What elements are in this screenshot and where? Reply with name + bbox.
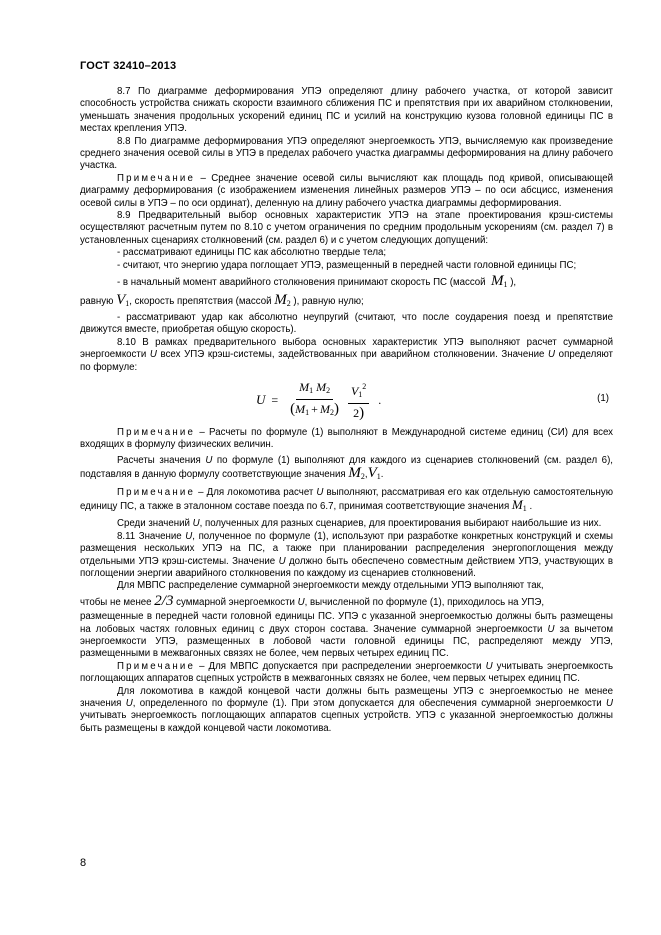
document-body	[80, 86, 613, 735]
paragraph-calc: Расчеты значения U по формуле (1) выполняют для каждого из сценариев столкновений (см. раздел 6), подставляя в данную формулу соответствующие значения $M_2,V_1$.	[80, 454, 613, 482]
document-header: ГОСТ 32410–2013	[80, 60, 177, 72]
note-text: – Среднее значение осевой силы вычисляют как площадь под кривой, описывающей диаграмму деформирования (с изображением изменения линейных размеров УПЭ – по оси абсцисс, изменения осевой силы в УПЭ – по оси ординат), деленную на длину рабочего участка диаграммы деформирования.	[80, 172, 613, 209]
note-4: Примечание – Для МВПС допускается при распределении энергоемкости U учитывать энергоемкость поглощающих аппаратов сцепных устройств в межвагонных связях не более, чем первых четырех единиц ПС.	[80, 660, 613, 685]
paragraph-mvps-1: Для МВПС распределение суммарной энергоемкости между отдельными УПЭ выполняют так,	[117, 580, 544, 592]
symbol-m2: $M_2$	[274, 291, 291, 308]
assumption-item-3-cont: равную $V_1$, скорость препятствия (массой $M_2$ ), равную нулю;	[80, 291, 364, 308]
paragraph-8-10: 8.10 В рамках предварительного выбора основных характеристик УПЭ выполняют расчет суммарной энергоемкости U всех УПЭ крэш-системы, задействованных при аварийном столкновении. Значение U определяют по формуле:	[80, 336, 613, 373]
paragraph-8-7: 8.7 По диаграмме деформирования УПЭ определяют длину рабочего участка, от которой зависит способность устройства снижать скорости взаимного сближения ПС и препятствия при их аварийном столкновении, уменьшать значения продольных ускорений единиц ПС и усилий на конструкцию кузова головной единицы ПС в местах крепления УПЭ.	[80, 86, 613, 135]
note-1	[80, 173, 613, 210]
symbol-m1: $M_1$	[490, 273, 508, 290]
paragraph-8-9: 8.9 Предварительный выбор основных характеристик УПЭ на этапе проектирования крэш-системы осуществляют расчетным путем по 8.10 с учетом ограничения по средним продольным ускорениям (см. раздел 7) в установленных сценариях столкновений (см. раздел 6) и с учетом следующих допущений:	[80, 210, 613, 246]
assumption-item-3: - в начальный момент аварийного столкновения принимают скорость ПС (массой $M_1$ ),	[117, 273, 517, 290]
formula-number: (1)	[597, 392, 609, 404]
formula-velocity-fraction: $\frac{V_1^2}{2)}$	[348, 380, 369, 420]
paragraph-locomotive: Для локомотива в каждой концевой части должны быть размещены УПЭ с энергоемкостью не менее значения U, определенного по формуле (1). При этом допускается для обеспечения суммарной энергоемкости U учитывать энергоемкость поглощающих аппаратов сцепных устройств. УПЭ с указанной энергоемкостью должны быть размещены в каждой концевой части локомотива.	[80, 685, 613, 734]
note-2: Примечание – Расчеты по формуле (1) выполняют в Международной системе единиц (СИ) для всех входящих в формулу физических величин.	[80, 426, 613, 451]
assumption-item-2: - считают, что энергию удара поглощает УПЭ, размещенный в передней части головной единицы ПС;	[117, 259, 577, 271]
fraction-two-thirds: 2/3	[154, 592, 174, 609]
note-label: Примечание	[117, 172, 196, 184]
paragraph-8-11: 8.11 Значение U, полученное по формуле (1), используют при разработке конкретных конструкций и схемы размещения нескольких УПЭ на ПС, а также при планировании распределения энергопоглощения между отдельными УПЭ крэш-системы. Значение U должно быть обеспечено совместным действием УПЭ, участвующих в поглощении энергии аварийного столкновения по каждому из сценариев столкновений.	[80, 530, 614, 579]
paragraph-mvps-3: размещенные в передней части головной единицы ПС. УПЭ с указанной энергоемкостью должны быть размещены на лобовых частях головных единиц с двух сторон состава. Значение суммарной энергоемкости U за вычетом энергоемкости УПЭ, размещенных в лобовой части головной единицы ПС, распределяют между УПЭ, размещенными в межвагонных связях не более, чем первых четырех единиц ПС.	[80, 611, 614, 660]
assumption-item-4: - рассматривают удар как абсолютно неупругий (считают, что после соударения поезд и препятствие движутся вместе, приобретая общую скорость).	[80, 311, 613, 336]
formula-mass-fraction: $\frac{M_1 M_2}{(M_1 + M_2)}$	[290, 379, 339, 417]
paragraph-among: Среди значений U, полученных для разных сценариев, для проектирования выбирают наибольшие из них.	[117, 518, 602, 530]
assumption-item-1: - рассматривают единицы ПС как абсолютно твердые тела;	[117, 247, 387, 259]
paragraph-mvps-2: чтобы не менее 2/3 суммарной энергоемкости U, вычисленной по формуле (1), приходилось на УПЭ,	[80, 592, 545, 609]
formula-expression: U = $\frac{M_1 M_2}{(M_1 + M_2)}$ $\frac{V_1^2}{2)}$ .	[256, 379, 382, 421]
paragraph-8-8: 8.8 По диаграмме деформирования УПЭ определяют энергоемкость УПЭ, вычисляемую как произведение среднего значения осевой силы в УПЭ в пределах рабочего участка диаграммы деформирования на длину рабочего участка.	[80, 135, 613, 172]
note-3: Примечание – Для локомотива расчет U выполняют, рассматривая его как отдельную самостоятельную единицу ПС, а также в эталонном составе поезда по 6.7, принимая соответствующие значения $M_1$ .	[80, 486, 614, 513]
symbol-v1: $V_1$	[116, 291, 130, 308]
page-number: 8	[80, 857, 87, 869]
formula-1	[80, 376, 613, 426]
